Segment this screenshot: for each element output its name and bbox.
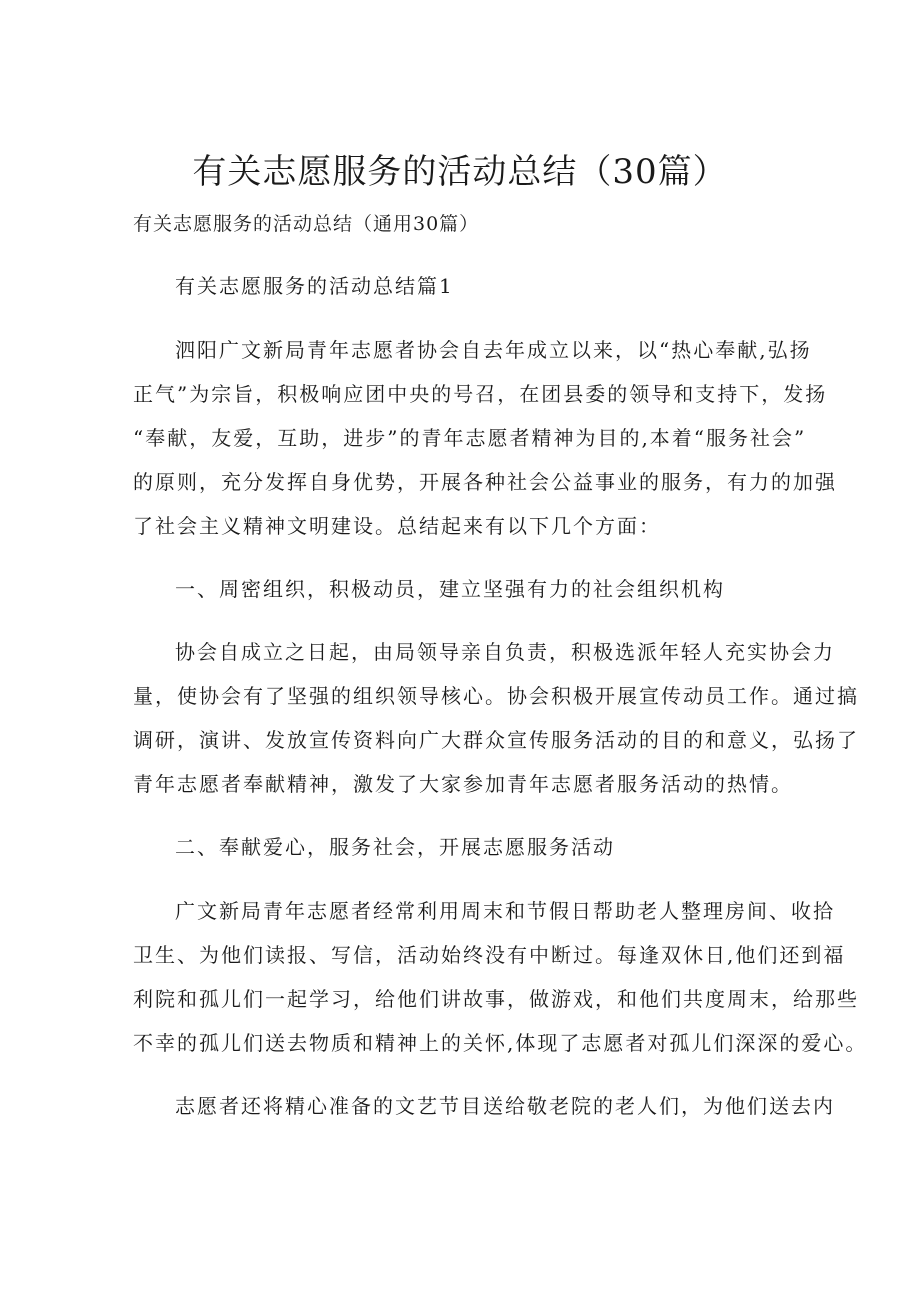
paragraph-line: 志愿者还将精心准备的文艺节目送给敬老院的老人们，为他们送去内	[175, 1094, 835, 1118]
paragraph-line: 卫生、为他们读报、写信，活动始终没有中断过。每逢双休日,他们还到福	[133, 943, 846, 967]
section-subheading: 二、奉献爱心，服务社会，开展志愿服务活动	[175, 835, 615, 859]
paragraph-line: 不幸的孤儿们送去物质和精神上的关怀,体现了志愿者对孤儿们深深的爱心。	[133, 1031, 868, 1055]
paragraph-line: 泗阳广文新局青年志愿者协会自去年成立以来，以“热心奉献,弘扬	[175, 338, 812, 362]
paragraph-line: 正气”为宗旨，积极响应团中央的号召，在团县委的领导和支持下，发扬	[133, 382, 828, 406]
document-title: 有关志愿服务的活动总结（30篇）	[192, 152, 728, 192]
paragraph-line: 了社会主义精神文明建设。总结起来有以下几个方面：	[133, 514, 661, 538]
paragraph-line: 调研，演讲、发放宣传资料向广大群众宣传服务活动的目的和意义，弘扬了	[133, 728, 859, 752]
paragraph-line: 协会自成立之日起，由局领导亲自负责，积极选派年轻人充实协会力	[175, 640, 835, 664]
section-subheading: 一、周密组织，积极动员，建立坚强有力的社会组织机构	[175, 577, 725, 601]
paragraph-line: 青年志愿者奉献精神，激发了大家参加青年志愿者服务活动的热情。	[133, 772, 793, 796]
document-subtitle: 有关志愿服务的活动总结（通用30篇）	[133, 213, 480, 235]
paragraph-line: 量，使协会有了坚强的组织领导核心。协会积极开展宣传动员工作。通过搞	[133, 684, 859, 708]
paragraph-line: 广文新局青年志愿者经常利用周末和节假日帮助老人整理房间、收拾	[175, 899, 835, 923]
section-heading: 有关志愿服务的活动总结篇1	[175, 274, 454, 298]
paragraph-line: 利院和孤儿们一起学习，给他们讲故事，做游戏，和他们共度周末，给那些	[133, 987, 859, 1011]
paragraph-line: 的原则，充分发挥自身优势，开展各种社会公益事业的服务，有力的加强	[133, 470, 837, 494]
paragraph-line: “奉献，友爱，互助，进步”的青年志愿者精神为目的,本着“服务社会”	[133, 426, 807, 450]
